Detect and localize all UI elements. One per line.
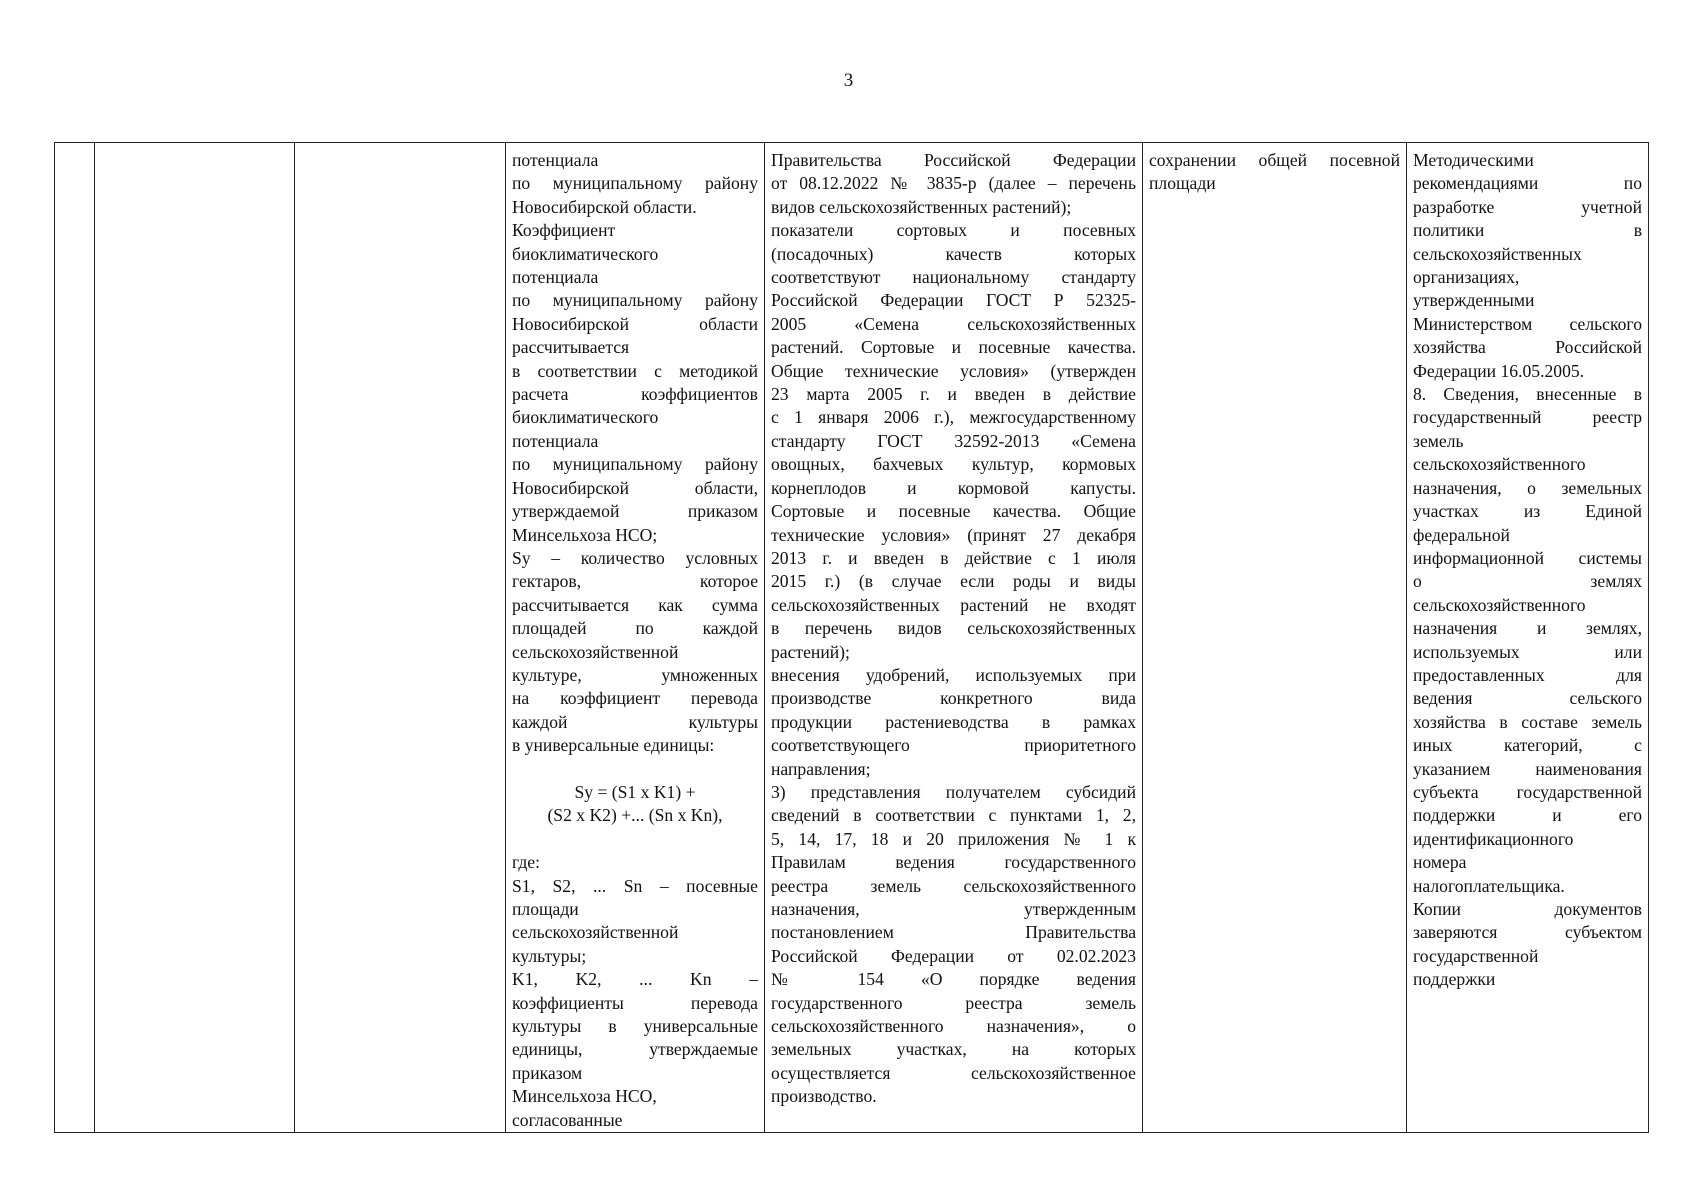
- text-line: иных категорий, с: [1413, 735, 1642, 756]
- text-line: производство.: [771, 1086, 877, 1107]
- text-line: в перечень видов сельскохозяйственных: [771, 618, 1136, 639]
- text-line: Коэффициент: [512, 220, 616, 241]
- text-line: 2015 г.) (в случае если роды и виды: [771, 571, 1136, 592]
- text-line: разработке учетной: [1413, 196, 1642, 217]
- text-line: по муниципальному району: [512, 173, 758, 194]
- text-line: назначения, утвержденным: [771, 899, 1136, 919]
- text-line: растений. Сортовые и посевные качества.: [771, 337, 1136, 358]
- text-line: 2013 г. и введен в действие с 1 июля: [771, 547, 1136, 568]
- text-line: на коэффициент перевода: [512, 688, 758, 709]
- col6-text: [1149, 149, 1400, 196]
- text-line: участках из Единой: [1413, 501, 1642, 522]
- text-line: каждой культуры: [512, 711, 758, 732]
- text-line: производстве конкретного вида: [771, 688, 1136, 709]
- text-line: с 1 января 2006 г.), межгосударственному: [771, 407, 1136, 428]
- col5-text: [771, 149, 1136, 1109]
- text-line: площади: [1149, 173, 1216, 194]
- text-line: ведения сельского: [1413, 688, 1642, 709]
- text-line: соответствуют национальному стандарту: [771, 267, 1136, 288]
- text-line: сведений в соответствии с пунктами 1, 2,: [771, 805, 1136, 826]
- text-line: номера: [1413, 852, 1467, 873]
- text-line: заверяются субъектом: [1413, 922, 1642, 943]
- text-line: (посадочных) качеств которых: [771, 243, 1136, 264]
- text-line: организациях,: [1413, 267, 1520, 288]
- text-line: сельскохозяйственного: [1413, 454, 1586, 475]
- text-line: в универсальные единицы:: [512, 735, 715, 756]
- text-line: Методическими: [1413, 150, 1534, 170]
- text-line: направления;: [771, 758, 871, 779]
- cell-result: [1143, 143, 1407, 1133]
- text-line: осуществляется сельскохозяйственное: [771, 1062, 1136, 1083]
- text-line: 8. Сведения, внесенные в: [1413, 384, 1642, 405]
- text-line: в соответствии с методикой: [512, 360, 758, 381]
- text-line: Новосибирской области.: [512, 196, 697, 217]
- text-line: Общие технические условия» (утвержден: [771, 360, 1136, 381]
- text-line: поддержки: [1413, 969, 1496, 990]
- cell-col3: [295, 143, 506, 1133]
- text-line: (S2 x K2) +... (Sn x Kn),: [547, 805, 723, 826]
- text-line: земельных участках, на которых: [771, 1039, 1136, 1060]
- text-line: Новосибирской области,: [512, 477, 758, 498]
- text-line: S1, S2, ... Sn – посевные: [512, 875, 758, 896]
- cell-documents: [1407, 143, 1649, 1133]
- text-line: Правительства Российской Федерации: [771, 150, 1136, 170]
- text-line: субъекта государственной: [1413, 781, 1642, 802]
- text-line: сельскохозяйственных растений не входят: [771, 594, 1136, 615]
- text-line: [512, 758, 758, 781]
- text-line: Министерством сельского: [1413, 313, 1642, 334]
- text-line: Новосибирской области: [512, 313, 758, 334]
- text-line: 2005 «Семена сельскохозяйственных: [771, 313, 1136, 334]
- text-line: овощных, бахчевых культур, кормовых: [771, 454, 1136, 475]
- page-number: 3: [843, 70, 854, 91]
- text-line: назначения, о земельных: [1413, 477, 1642, 498]
- text-line: технические условия» (принят 27 декабря: [771, 524, 1136, 545]
- text-line: Российской Федерации от 02.02.2023: [771, 945, 1136, 966]
- text-line: площадей по каждой: [512, 618, 758, 639]
- text-line: указанием наименования: [1413, 758, 1642, 779]
- text-line: сельскохозяйственной: [512, 922, 679, 943]
- text-line: культуры;: [512, 945, 587, 966]
- text-line: государственный реестр: [1413, 407, 1642, 428]
- text-line: сельскохозяйственной: [512, 641, 679, 662]
- text-line: биоклиматического: [512, 407, 659, 428]
- text-line: K1, K2, ... Kn –: [512, 969, 758, 990]
- text-line: Копии документов: [1413, 899, 1642, 919]
- text-line: 3) представления получателем субсидий: [771, 781, 1136, 802]
- text-line: используемых или: [1413, 641, 1642, 662]
- text-line: согласованные: [512, 1109, 623, 1130]
- text-line: Минсельхоза НСО,: [512, 1086, 657, 1107]
- text-line: постановлением Правительства: [771, 922, 1136, 943]
- text-line: культуре, умноженных: [512, 664, 758, 685]
- text-line: показатели сортовых и посевных: [771, 220, 1136, 241]
- text-line: идентификационного: [1413, 828, 1574, 849]
- text-line: налогоплательщика.: [1413, 875, 1565, 896]
- text-line: расчета коэффициентов: [512, 384, 758, 405]
- text-line: Правилам ведения государственного: [771, 852, 1136, 873]
- text-line: политики в: [1413, 220, 1642, 241]
- text-line: от 08.12.2022 № 3835-р (далее – перечень: [771, 173, 1136, 194]
- text-line: хозяйства Российской: [1413, 337, 1642, 358]
- text-line: Минсельхоза НСО;: [512, 524, 658, 545]
- text-line: 23 марта 2005 г. и введен в действие: [771, 384, 1136, 405]
- text-line: земель: [1413, 430, 1464, 451]
- text-line: гектаров, которое: [512, 571, 758, 592]
- text-line: хозяйства в составе земель: [1413, 711, 1642, 732]
- cell-requirements: [765, 143, 1143, 1133]
- text-line: сельскохозяйственного: [1413, 594, 1586, 615]
- text-line: внесения удобрений, используемых при: [771, 664, 1136, 685]
- text-line: утвержденными: [1413, 290, 1535, 311]
- text-line: по муниципальному району: [512, 454, 758, 475]
- text-line: корнеплодов и кормовой капусты.: [771, 477, 1136, 498]
- text-line: Российской Федерации ГОСТ Р 52325-: [771, 290, 1136, 311]
- text-line: Sу – количество условных: [512, 547, 758, 568]
- text-line: соответствующего приоритетного: [771, 735, 1136, 756]
- text-line: потенциала: [512, 430, 599, 451]
- text-line: рекомендациями по: [1413, 173, 1642, 194]
- col4-text: [512, 149, 758, 1132]
- text-line: сельскохозяйственного назначения», о: [771, 1016, 1136, 1037]
- text-line: Федерации 16.05.2005.: [1413, 360, 1585, 381]
- text-line: назначения и землях,: [1413, 618, 1642, 639]
- text-line: утверждаемой приказом: [512, 501, 758, 522]
- text-line: единицы, утверждаемые: [512, 1039, 758, 1060]
- text-line: Сортовые и посевные качества. Общие: [771, 501, 1136, 522]
- col7-text: [1413, 149, 1642, 992]
- text-line: № 154 «О порядке ведения: [771, 969, 1136, 990]
- text-line: по муниципальному району: [512, 290, 758, 311]
- text-line: Sу = (S1 x K1) +: [574, 781, 696, 802]
- text-line: растений);: [771, 641, 850, 662]
- cell-col1: [55, 143, 95, 1133]
- document-table: [54, 142, 1649, 1133]
- text-line: стандарту ГОСТ 32592-2013 «Семена: [771, 430, 1136, 451]
- text-line: поддержки и его: [1413, 805, 1642, 826]
- text-line: продукции растениеводства в рамках: [771, 711, 1136, 732]
- text-line: потенциала: [512, 150, 599, 170]
- text-line: 5, 14, 17, 18 и 20 приложения № 1 к: [771, 828, 1136, 849]
- cell-calculation-formula: [506, 143, 765, 1133]
- text-line: биоклиматического: [512, 243, 659, 264]
- text-line: государственного реестра земель: [771, 992, 1136, 1013]
- table-row: [55, 143, 1649, 1133]
- text-line: культуры в универсальные: [512, 1016, 758, 1036]
- text-line: где:: [512, 852, 540, 873]
- text-line: сельскохозяйственных: [1413, 243, 1582, 264]
- text-line: площади: [512, 898, 579, 919]
- text-line: государственной: [1413, 945, 1539, 966]
- cell-col2: [95, 143, 295, 1133]
- text-line: рассчитывается: [512, 337, 630, 358]
- text-line: о землях: [1413, 571, 1642, 592]
- text-line: потенциала: [512, 267, 599, 288]
- text-line: [512, 828, 758, 851]
- text-line: федеральной: [1413, 524, 1510, 545]
- text-line: приказом: [512, 1062, 583, 1083]
- text-line: видов сельскохозяйственных растений);: [771, 196, 1072, 217]
- text-line: реестра земель сельскохозяйственного: [771, 875, 1136, 896]
- text-line: коэффициенты перевода: [512, 992, 758, 1013]
- text-line: сохранении общей посевной: [1149, 150, 1400, 170]
- text-line: предоставленных для: [1413, 664, 1642, 685]
- text-line: информационной системы: [1413, 547, 1642, 568]
- text-line: рассчитывается как сумма: [512, 594, 758, 615]
